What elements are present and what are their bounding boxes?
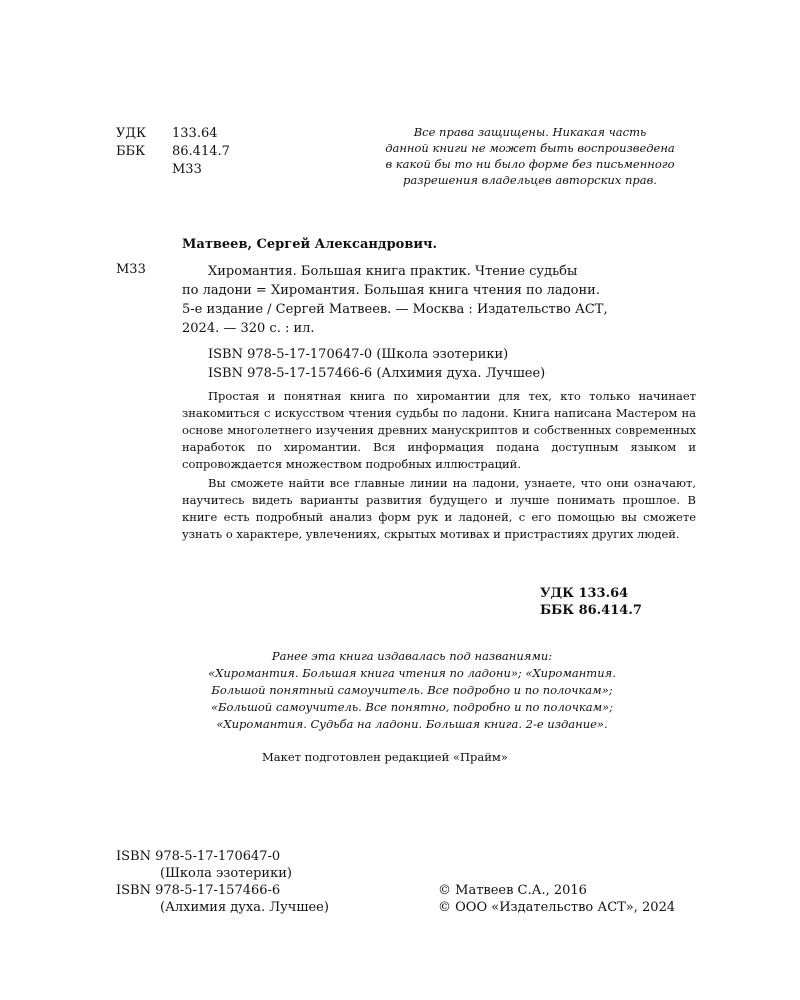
udk-value: 133.64 bbox=[172, 126, 218, 141]
book-annotation bbox=[182, 388, 696, 545]
entry-line: 2024. — 320 с. : ил. bbox=[182, 321, 315, 336]
series-name: (Алхимия духа. Лучшее) bbox=[160, 900, 329, 915]
author-mark-row bbox=[116, 162, 202, 178]
entry-line: Хиромантия. Большая книга практик. Чтение судьбы bbox=[208, 264, 578, 279]
series-name: (Школа эзотерики) bbox=[160, 866, 292, 881]
previous-titles-line: «Хиромантия. Большая книга чтения по ладони»; «Хиромантия. bbox=[208, 666, 616, 680]
entry-line: 5-е издание / Сергей Матвеев. — Москва : Издательство АСТ, bbox=[182, 302, 608, 317]
isbn-line: ISBN 978-5-17-157466-6 (Алхимия духа. Лучшее) bbox=[208, 366, 546, 381]
author-heading: Матвеев, Сергей Александрович. bbox=[182, 237, 438, 252]
author-mark: М33 bbox=[172, 162, 202, 177]
udk-label: УДК bbox=[116, 126, 147, 141]
rights-line: в какой бы то ни было форме без письменного bbox=[385, 157, 675, 171]
isbn-line: ISBN 978-5-17-170647-0 (Школа эзотерики) bbox=[208, 347, 509, 362]
rights-line: Все права защищены. Никакая часть bbox=[413, 125, 647, 139]
copyright-line: © Матвеев С.А., 2016 bbox=[438, 883, 587, 898]
layout-credit: Макет подготовлен редакцией «Прайм» bbox=[262, 750, 508, 764]
annotation-paragraph: Простая и понятная книга по хиромантии для тех, кто только начинает знакомиться с искусством чтения судьбы по ладони. Книга написана Мастером на основе многолетнего изучения древних манускриптов и собственных современных наработок по хиромантии. Вся информация подана доступным языком и сопровождается множеством подробных иллюстраций. bbox=[182, 389, 696, 471]
annotation-paragraph: Вы сможете найти все главные линии на ладони, узнаете, что они означают, научитесь видеть варианты развития будущего и лучше понимать прошлое. В книге есть подробный анализ форм рук и ладоней, с его помощью вы сможете узнать о характере, увлечениях, скрытых мотивах и пристрастиях других людей. bbox=[182, 476, 696, 541]
rights-line: разрешения владельцев авторских прав. bbox=[403, 173, 657, 187]
previous-titles-line: «Большой самоучитель. Все понятно, подробно и по полочкам»; bbox=[210, 700, 614, 714]
entry-line: по ладони = Хиромантия. Большая книга чтения по ладони. bbox=[182, 283, 600, 298]
copyright-block bbox=[438, 882, 675, 916]
bbk-value: 86.414.7 bbox=[172, 144, 230, 159]
rights-notice bbox=[325, 124, 735, 188]
previous-titles bbox=[168, 648, 656, 733]
bbk-code-row bbox=[116, 144, 230, 160]
bbk-summary: ББК 86.414.7 bbox=[540, 603, 642, 618]
classification-summary bbox=[540, 585, 696, 619]
bibliographic-entry bbox=[182, 262, 696, 338]
copyright-line: © ООО «Издательство АСТ», 2024 bbox=[438, 900, 676, 915]
udk-summary: УДК 133.64 bbox=[540, 586, 629, 601]
bbk-label: ББК bbox=[116, 144, 146, 159]
isbn-list bbox=[208, 345, 545, 383]
previous-titles-line: Большой понятный самоучитель. Все подробно и по полочкам»; bbox=[211, 683, 613, 697]
isbn-footer-line: ISBN 978-5-17-157466-6 bbox=[116, 883, 281, 898]
rights-line: данной книги не может быть воспроизведена bbox=[385, 141, 675, 155]
entry-author-mark: М33 bbox=[116, 262, 146, 277]
previous-titles-line: «Хиромантия. Судьба на ладони. Большая книга. 2-е издание». bbox=[216, 717, 608, 731]
isbn-footer bbox=[116, 848, 329, 916]
udk-code-row bbox=[116, 126, 218, 142]
previous-titles-line: Ранее эта книга издавалась под названиями: bbox=[271, 649, 553, 663]
isbn-footer-line: ISBN 978-5-17-170647-0 bbox=[116, 849, 281, 864]
